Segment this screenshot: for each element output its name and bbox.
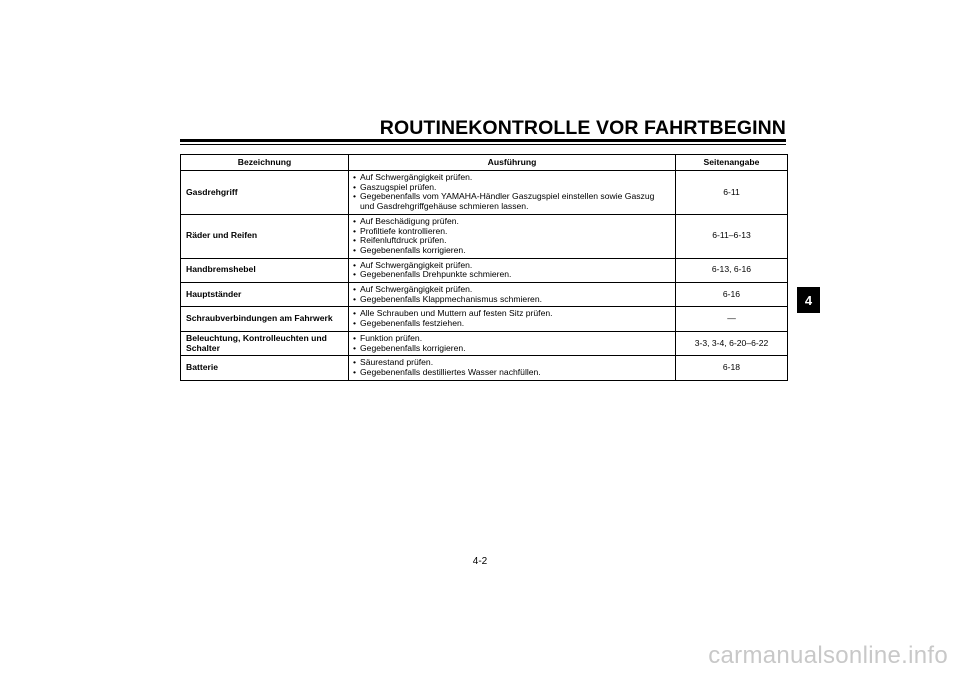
list-item: • Auf Schwergängigkeit prüfen.	[353, 285, 671, 295]
row-name-cell: Gasdrehgriff	[181, 171, 349, 215]
row-name-cell: Batterie	[181, 356, 349, 380]
bullet-list	[353, 358, 671, 377]
list-item: • Gegebenenfalls festziehen.	[353, 319, 671, 329]
row-pages-cell: —	[676, 307, 788, 331]
bullet-list	[353, 285, 671, 304]
page-title: ROUTINEKONTROLLE VOR FAHRTBEGINN	[379, 117, 786, 139]
table-row	[181, 307, 788, 331]
row-name-cell: Hauptständer	[181, 283, 349, 307]
row-pages-cell: 6-16	[676, 283, 788, 307]
list-item: • Funktion prüfen.	[353, 334, 671, 344]
list-item: • Gegebenenfalls korrigieren.	[353, 246, 671, 256]
row-pages-cell: 3-3, 3-4, 6-20–6-22	[676, 331, 788, 355]
row-name-cell: Beleuchtung, Kontrolleuchten und Schalter	[181, 331, 349, 355]
table-row	[181, 258, 788, 282]
row-work-cell	[349, 171, 676, 215]
list-item: • Gegebenenfalls korrigieren.	[353, 344, 671, 354]
list-item: • Auf Beschädigung prüfen.	[353, 217, 671, 227]
row-work-cell	[349, 283, 676, 307]
maintenance-table	[180, 154, 788, 381]
title-rule-thick	[180, 139, 786, 142]
table-row	[181, 283, 788, 307]
table-row	[181, 171, 788, 215]
bullet-list	[353, 217, 671, 256]
row-name-cell: Schraubverbindungen am Fahrwerk	[181, 307, 349, 331]
list-item: • Gegebenenfalls Klappmechanismus schmieren.	[353, 295, 671, 305]
row-work-cell	[349, 331, 676, 355]
row-pages-cell: 6-18	[676, 356, 788, 380]
row-work-cell	[349, 356, 676, 380]
table-row	[181, 356, 788, 380]
row-pages-cell: 6-13, 6-16	[676, 258, 788, 282]
row-work-cell	[349, 258, 676, 282]
list-item: • Auf Schwergängigkeit prüfen.	[353, 261, 671, 271]
list-item: • Gaszugspiel prüfen.	[353, 183, 671, 193]
row-pages-cell: 6-11	[676, 171, 788, 215]
page-number: 4-2	[472, 556, 488, 567]
row-name-cell: Handbremshebel	[181, 258, 349, 282]
table-row	[181, 331, 788, 355]
bullet-list	[353, 309, 671, 328]
list-item: • Auf Schwergängigkeit prüfen.	[353, 173, 671, 183]
watermark: carmanualsonline.info	[708, 642, 948, 669]
list-item: • Reifenluftdruck prüfen.	[353, 236, 671, 246]
bullet-list	[353, 173, 671, 212]
row-pages-cell: 6-11–6-13	[676, 214, 788, 258]
title-rule-thin	[180, 144, 786, 145]
row-work-cell	[349, 307, 676, 331]
column-header-bezeichnung: Bezeichnung	[181, 155, 349, 171]
list-item: • Alle Schrauben und Muttern auf festen Sitz prüfen.	[353, 309, 671, 319]
list-item: • Gegebenenfalls vom YAMAHA-Händler Gaszugspiel einstellen sowie Gaszug und Gasdrehgriffgehäuse schmieren lassen.	[353, 192, 671, 211]
column-header-ausfuehrung: Ausführung	[349, 155, 676, 171]
bullet-list	[353, 261, 671, 280]
list-item: • Gegebenenfalls destilliertes Wasser nachfüllen.	[353, 368, 671, 378]
chapter-tab: 4	[797, 287, 820, 313]
list-item: • Säurestand prüfen.	[353, 358, 671, 368]
bullet-list	[353, 334, 671, 353]
row-work-cell	[349, 214, 676, 258]
column-header-seitenangabe: Seitenangabe	[676, 155, 788, 171]
row-name-cell: Räder und Reifen	[181, 214, 349, 258]
list-item: • Profiltiefe kontrollieren.	[353, 227, 671, 237]
table-header-row	[181, 155, 788, 171]
list-item: • Gegebenenfalls Drehpunkte schmieren.	[353, 270, 671, 280]
table-row	[181, 214, 788, 258]
